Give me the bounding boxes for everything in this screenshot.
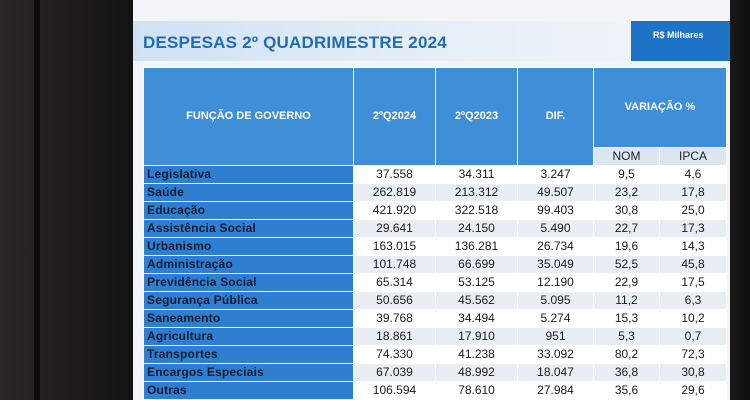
header-ipca: IPCA <box>660 148 727 166</box>
cell-diff: 99.403 <box>518 202 594 220</box>
table-row <box>144 166 727 184</box>
cell-ipca: 10,2 <box>660 310 727 328</box>
cell-q2023: 136.281 <box>436 238 518 256</box>
cell-diff: 3.247 <box>518 166 594 184</box>
cell-nom: 22,7 <box>594 220 660 238</box>
cell-ipca: 17,8 <box>660 184 727 202</box>
row-label: Administração <box>144 256 354 274</box>
room-background-left <box>0 0 140 400</box>
table-row <box>144 364 727 382</box>
table-row <box>144 202 727 220</box>
cell-ipca: 25,0 <box>660 202 727 220</box>
cell-nom: 15,3 <box>594 310 660 328</box>
cell-q2024: 421.920 <box>354 202 436 220</box>
cell-q2023: 213.312 <box>436 184 518 202</box>
cell-nom: 11,2 <box>594 292 660 310</box>
expenses-table <box>143 67 727 400</box>
table-row <box>144 382 727 400</box>
cell-q2024: 163.015 <box>354 238 436 256</box>
cell-q2023: 41.238 <box>436 346 518 364</box>
cell-diff: 5.274 <box>518 310 594 328</box>
row-label: Outras <box>144 382 354 400</box>
cell-q2023: 78.610 <box>436 382 518 400</box>
row-label: Segurança Pública <box>144 292 354 310</box>
row-label: Assistência Social <box>144 220 354 238</box>
wall-edge <box>34 0 40 400</box>
cell-q2023: 48.992 <box>436 364 518 382</box>
header-q2023: 2ºQ2023 <box>436 68 518 166</box>
cell-nom: 35,6 <box>594 382 660 400</box>
table-row <box>144 238 727 256</box>
cell-ipca: 29,6 <box>660 382 727 400</box>
cell-nom: 5,3 <box>594 328 660 346</box>
table-row <box>144 274 727 292</box>
table-row <box>144 328 727 346</box>
cell-diff: 951 <box>518 328 594 346</box>
table-row <box>144 310 727 328</box>
cell-diff: 12.190 <box>518 274 594 292</box>
row-label: Saúde <box>144 184 354 202</box>
cell-ipca: 17,5 <box>660 274 727 292</box>
cell-ipca: 45,8 <box>660 256 727 274</box>
cell-diff: 5.095 <box>518 292 594 310</box>
header-row <box>144 68 727 148</box>
cell-q2023: 17.910 <box>436 328 518 346</box>
room-background-right <box>728 0 750 400</box>
cell-q2024: 101.748 <box>354 256 436 274</box>
cell-ipca: 17,3 <box>660 220 727 238</box>
cell-q2024: 74.330 <box>354 346 436 364</box>
cell-ipca: 72,3 <box>660 346 727 364</box>
table-row <box>144 184 727 202</box>
cell-nom: 23,2 <box>594 184 660 202</box>
row-label: Educação <box>144 202 354 220</box>
cell-q2023: 45.562 <box>436 292 518 310</box>
row-label: Encargos Especiais <box>144 364 354 382</box>
table-body <box>144 166 727 400</box>
cell-nom: 19,6 <box>594 238 660 256</box>
cell-q2023: 34.494 <box>436 310 518 328</box>
row-label: Transportes <box>144 346 354 364</box>
row-label: Urbanismo <box>144 238 354 256</box>
cell-q2024: 18.861 <box>354 328 436 346</box>
cell-q2024: 67.039 <box>354 364 436 382</box>
cell-nom: 80,2 <box>594 346 660 364</box>
cell-diff: 49.507 <box>518 184 594 202</box>
cell-ipca: 0,7 <box>660 328 727 346</box>
cell-ipca: 14,3 <box>660 238 727 256</box>
cell-q2024: 37.558 <box>354 166 436 184</box>
table-row <box>144 292 727 310</box>
cell-q2023: 53.125 <box>436 274 518 292</box>
header-function: FUNÇÃO DE GOVERNO <box>144 68 354 166</box>
header-q2024: 2ºQ2024 <box>354 68 436 166</box>
cell-ipca: 30,8 <box>660 364 727 382</box>
cell-ipca: 4,6 <box>660 166 727 184</box>
header-variation: VARIAÇÃO % <box>594 68 727 148</box>
cell-q2023: 322.518 <box>436 202 518 220</box>
cell-diff: 33.092 <box>518 346 594 364</box>
projected-slide <box>133 0 730 400</box>
cell-ipca: 6,3 <box>660 292 727 310</box>
cell-nom: 9,5 <box>594 166 660 184</box>
cell-nom: 52,5 <box>594 256 660 274</box>
cell-q2024: 29.641 <box>354 220 436 238</box>
header-diff: DIF. <box>518 68 594 166</box>
cell-diff: 27.984 <box>518 382 594 400</box>
currency-badge <box>631 21 730 61</box>
cell-q2023: 34.311 <box>436 166 518 184</box>
header-nom: NOM <box>594 148 660 166</box>
row-label: Previdência Social <box>144 274 354 292</box>
table-row <box>144 220 727 238</box>
cell-diff: 5.490 <box>518 220 594 238</box>
cell-q2024: 262.819 <box>354 184 436 202</box>
cell-q2023: 66.699 <box>436 256 518 274</box>
title-bar <box>133 21 631 61</box>
cell-nom: 30,8 <box>594 202 660 220</box>
currency-note: R$ Milhares <box>653 30 704 40</box>
table-row <box>144 256 727 274</box>
row-label: Legislativa <box>144 166 354 184</box>
row-label: Saneamento <box>144 310 354 328</box>
cell-q2024: 65.314 <box>354 274 436 292</box>
table-row <box>144 346 727 364</box>
cell-diff: 35.049 <box>518 256 594 274</box>
cell-nom: 22,9 <box>594 274 660 292</box>
cell-q2024: 50.656 <box>354 292 436 310</box>
cell-q2023: 24.150 <box>436 220 518 238</box>
cell-diff: 26.734 <box>518 238 594 256</box>
cell-nom: 36,8 <box>594 364 660 382</box>
cell-q2024: 106.594 <box>354 382 436 400</box>
cell-q2024: 39.768 <box>354 310 436 328</box>
row-label: Agricultura <box>144 328 354 346</box>
cell-diff: 18.047 <box>518 364 594 382</box>
slide-title: DESPESAS 2º QUADRIMESTRE 2024 <box>143 33 447 52</box>
